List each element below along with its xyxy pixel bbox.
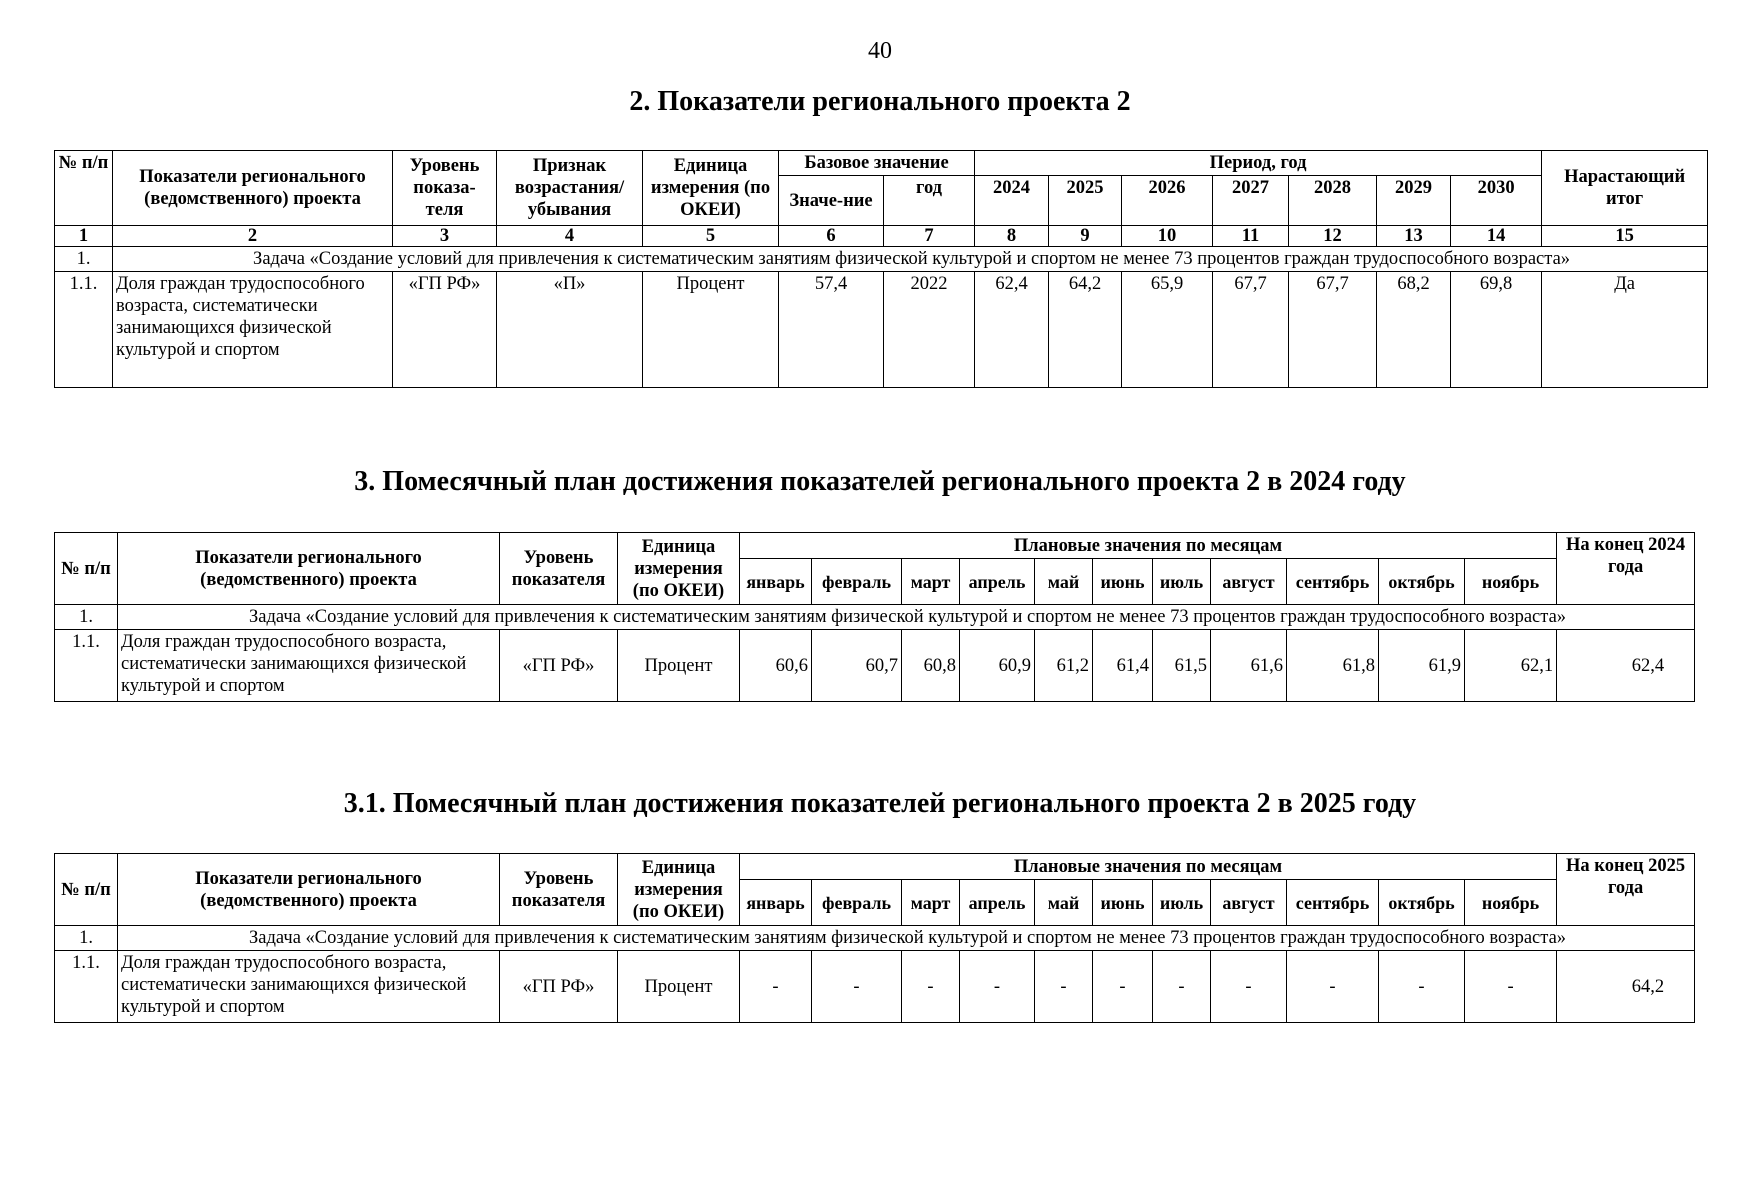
header-month: ноябрь xyxy=(1465,880,1557,926)
header-end: На конец 2025 года xyxy=(1557,854,1695,926)
header-level: Уровень показа-теля xyxy=(393,151,497,226)
month-value: - xyxy=(1153,951,1211,1023)
row-number: 1.1. xyxy=(55,951,118,1023)
task-text: Задача «Создание условий для привлечения к систематическим занятиям физической культурой и спортом не менее 73 процентов граждан трудоспособного возраста» xyxy=(118,605,1695,630)
month-value: - xyxy=(960,951,1035,1023)
column-number: 6 xyxy=(779,226,884,247)
monthly-plan-2025-table xyxy=(54,853,1695,1023)
header-period: Период, год xyxy=(975,151,1542,176)
column-number: 4 xyxy=(497,226,643,247)
month-value: 60,9 xyxy=(960,630,1035,702)
header-unit: Единица измерения (по ОКЕИ) xyxy=(643,151,779,226)
column-number: 5 xyxy=(643,226,779,247)
header-month: май xyxy=(1035,559,1093,605)
section-2-title: 2. Показатели регионального проекта 2 xyxy=(629,86,1131,117)
month-value: - xyxy=(902,951,960,1023)
month-value: 61,8 xyxy=(1287,630,1379,702)
year-value: 67,7 xyxy=(1213,272,1289,388)
column-number: 11 xyxy=(1213,226,1289,247)
month-value: 61,6 xyxy=(1211,630,1287,702)
column-number: 2 xyxy=(113,226,393,247)
header-month: март xyxy=(902,559,960,605)
monthly-plan-2024-table xyxy=(54,532,1695,702)
indicators-table xyxy=(54,150,1708,388)
indicator-unit: Процент xyxy=(643,272,779,388)
base-value: 57,4 xyxy=(779,272,884,388)
row-number: 1.1. xyxy=(55,272,113,388)
header-month: июнь xyxy=(1093,559,1153,605)
header-base-year: год xyxy=(884,176,975,226)
header-unit: Единица измерения (по ОКЕИ) xyxy=(618,854,740,926)
header-month: октябрь xyxy=(1379,559,1465,605)
task-number: 1. xyxy=(55,605,118,630)
indicator-level: «ГП РФ» xyxy=(500,951,618,1023)
column-number: 13 xyxy=(1377,226,1451,247)
column-number: 10 xyxy=(1122,226,1213,247)
header-month: апрель xyxy=(960,880,1035,926)
header-sign: Признак возрастания/ убывания xyxy=(497,151,643,226)
column-number: 8 xyxy=(975,226,1049,247)
header-year: 2027 xyxy=(1213,176,1289,226)
header-month: август xyxy=(1211,880,1287,926)
month-value: 60,6 xyxy=(740,630,812,702)
header-year: 2025 xyxy=(1049,176,1122,226)
year-value: 67,7 xyxy=(1289,272,1377,388)
header-month: июль xyxy=(1153,880,1211,926)
header-year: 2026 xyxy=(1122,176,1213,226)
column-number: 12 xyxy=(1289,226,1377,247)
header-month: октябрь xyxy=(1379,880,1465,926)
indicator-sign: «П» xyxy=(497,272,643,388)
header-num: № п/п xyxy=(55,533,118,605)
indicator-unit: Процент xyxy=(618,951,740,1023)
header-year: 2024 xyxy=(975,176,1049,226)
task-number: 1. xyxy=(55,247,113,272)
header-month: август xyxy=(1211,559,1287,605)
month-value: - xyxy=(812,951,902,1023)
end-of-year-value: 64,2 xyxy=(1557,951,1695,1023)
header-num: № п/п xyxy=(55,854,118,926)
header-year: 2029 xyxy=(1377,176,1451,226)
header-end: На конец 2024 года xyxy=(1557,533,1695,605)
month-value: 61,9 xyxy=(1379,630,1465,702)
header-year: 2028 xyxy=(1289,176,1377,226)
header-month: январь xyxy=(740,559,812,605)
section-3-1-title: 3.1. Помесячный план достижения показателей регионального проекта 2 в 2025 году xyxy=(343,788,1417,819)
header-month: ноябрь xyxy=(1465,559,1557,605)
month-value: - xyxy=(1465,951,1557,1023)
year-value: 64,2 xyxy=(1049,272,1122,388)
month-value: - xyxy=(1035,951,1093,1023)
column-number: 1 xyxy=(55,226,113,247)
header-month: февраль xyxy=(812,559,902,605)
header-month: январь xyxy=(740,880,812,926)
column-number: 9 xyxy=(1049,226,1122,247)
header-indicator: Показатели регионального (ведомственного) проекта xyxy=(118,533,500,605)
indicator-name: Доля граждан трудоспособного возраста, систематически занимающихся физической культурой и спортом xyxy=(113,272,393,388)
month-value: - xyxy=(1211,951,1287,1023)
month-value: 60,8 xyxy=(902,630,960,702)
base-year: 2022 xyxy=(884,272,975,388)
month-value: 61,5 xyxy=(1153,630,1211,702)
header-month: февраль xyxy=(812,880,902,926)
month-value: 60,7 xyxy=(812,630,902,702)
month-value: 61,4 xyxy=(1093,630,1153,702)
month-value: 61,2 xyxy=(1035,630,1093,702)
indicator-level: «ГП РФ» xyxy=(393,272,497,388)
header-indicator: Показатели регионального (ведомственного) проекта xyxy=(118,854,500,926)
header-month: июнь xyxy=(1093,880,1153,926)
end-of-year-value: 62,4 xyxy=(1557,630,1695,702)
year-value: 62,4 xyxy=(975,272,1049,388)
indicator-name: Доля граждан трудоспособного возраста, систематически занимающихся физической культурой и спортом xyxy=(118,951,500,1023)
header-planned: Плановые значения по месяцам xyxy=(740,533,1557,559)
month-value: - xyxy=(740,951,812,1023)
header-cumulative: Нарастающий итог xyxy=(1542,151,1708,226)
section-3-title: 3. Помесячный план достижения показателей регионального проекта 2 в 2024 году xyxy=(354,466,1406,497)
header-indicator: Показатели регионального (ведомственного) проекта xyxy=(113,151,393,226)
task-text: Задача «Создание условий для привлечения к систематическим занятиям физической культурой и спортом не менее 73 процентов граждан трудоспособного возраста» xyxy=(118,926,1695,951)
header-base-value: Значе-ние xyxy=(779,176,884,226)
cumulative-value: Да xyxy=(1542,272,1708,388)
header-level: Уровень показателя xyxy=(500,854,618,926)
header-unit: Единица измерения (по ОКЕИ) xyxy=(618,533,740,605)
header-month: апрель xyxy=(960,559,1035,605)
task-text: Задача «Создание условий для привлечения к систематическим занятиям физической культурой и спортом не менее 73 процентов граждан трудоспособного возраста» xyxy=(113,247,1708,272)
row-number: 1.1. xyxy=(55,630,118,702)
indicator-level: «ГП РФ» xyxy=(500,630,618,702)
page-number: 40 xyxy=(868,38,892,64)
column-number: 14 xyxy=(1451,226,1542,247)
header-month: сентябрь xyxy=(1287,559,1379,605)
month-value: - xyxy=(1093,951,1153,1023)
header-year: 2030 xyxy=(1451,176,1542,226)
month-value: - xyxy=(1287,951,1379,1023)
header-num: № п/п xyxy=(55,151,113,226)
column-number: 15 xyxy=(1542,226,1708,247)
header-level: Уровень показателя xyxy=(500,533,618,605)
year-value: 68,2 xyxy=(1377,272,1451,388)
header-month: сентябрь xyxy=(1287,880,1379,926)
year-value: 69,8 xyxy=(1451,272,1542,388)
header-month: май xyxy=(1035,880,1093,926)
month-value: 62,1 xyxy=(1465,630,1557,702)
header-month: июль xyxy=(1153,559,1211,605)
column-number: 3 xyxy=(393,226,497,247)
header-month: март xyxy=(902,880,960,926)
header-base: Базовое значение xyxy=(779,151,975,176)
column-number: 7 xyxy=(884,226,975,247)
month-value: - xyxy=(1379,951,1465,1023)
indicator-unit: Процент xyxy=(618,630,740,702)
year-value: 65,9 xyxy=(1122,272,1213,388)
task-number: 1. xyxy=(55,926,118,951)
header-planned: Плановые значения по месяцам xyxy=(740,854,1557,880)
indicator-name: Доля граждан трудоспособного возраста, систематически занимающихся физической культурой и спортом xyxy=(118,630,500,702)
